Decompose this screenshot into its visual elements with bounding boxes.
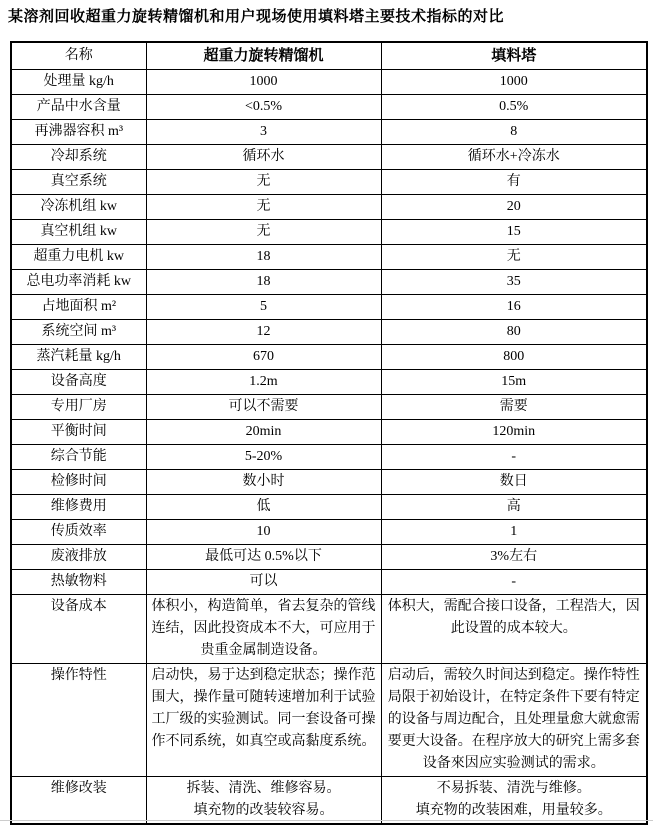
tower-value: 不易拆装、清洗与维修。 填充物的改装困难，用量较多。 xyxy=(381,777,647,825)
row-label: 综合节能 xyxy=(11,445,146,470)
machine-value: 可以不需要 xyxy=(146,395,381,420)
row-label: 蒸汽耗量 kg/h xyxy=(11,345,146,370)
machine-value: 启动快，易于达到稳定狀态；操作范围大，操作量可随转速增加利于试验工厂级的实验测试。同一套设备可操作不同系统，如真空或高黏度系统。 xyxy=(146,664,381,777)
machine-value: 3 xyxy=(146,120,381,145)
table-row xyxy=(11,395,647,420)
machine-value: 循环水 xyxy=(146,145,381,170)
row-label: 平衡时间 xyxy=(11,420,146,445)
table-row xyxy=(11,420,647,445)
tower-value: 1000 xyxy=(381,70,647,95)
table-row xyxy=(11,320,647,345)
tower-value: 3%左右 xyxy=(381,545,647,570)
table-row xyxy=(11,220,647,245)
page-title: 某溶剂回收超重力旋转精馏机和用户现场使用填料塔主要技术指标的对比 xyxy=(8,9,505,25)
table-row xyxy=(11,295,647,320)
row-label: 处理量 kg/h xyxy=(11,70,146,95)
machine-value: 1000 xyxy=(146,70,381,95)
machine-value: 最低可达 0.5%以下 xyxy=(146,545,381,570)
machine-value: 数小时 xyxy=(146,470,381,495)
machine-value: 1.2m xyxy=(146,370,381,395)
table-row xyxy=(11,95,647,120)
row-label: 废液排放 xyxy=(11,545,146,570)
table-row xyxy=(11,345,647,370)
tower-value: 0.5% xyxy=(381,95,647,120)
table-row xyxy=(11,70,647,95)
column-header-1: 超重力旋转精馏机 xyxy=(146,42,381,70)
table-row xyxy=(11,245,647,270)
tower-value: 数日 xyxy=(381,470,647,495)
tower-value: 循环水+冷冻水 xyxy=(381,145,647,170)
table-row xyxy=(11,270,647,295)
tower-value: 20 xyxy=(381,195,647,220)
tower-value: 8 xyxy=(381,120,647,145)
machine-value: 10 xyxy=(146,520,381,545)
table-row xyxy=(11,545,647,570)
machine-value: 低 xyxy=(146,495,381,520)
row-label: 操作特性 xyxy=(11,664,146,777)
row-label: 再沸器容积 m³ xyxy=(11,120,146,145)
row-label: 检修时间 xyxy=(11,470,146,495)
table-body xyxy=(11,70,647,825)
page-bottom-divider xyxy=(0,820,653,821)
table-row xyxy=(11,470,647,495)
table-row xyxy=(11,495,647,520)
tower-value: 35 xyxy=(381,270,647,295)
tower-value: 15 xyxy=(381,220,647,245)
tower-value: 高 xyxy=(381,495,647,520)
tower-value: 启动后，需较久时间达到稳定。操作特性局限于初始设计，在特定条件下要有特定的设备与周边配合，且处理量愈大就愈需要更大设备。在程序放大的研究上需多套设备來因应实验测试的需求。 xyxy=(381,664,647,777)
row-label: 冷却系统 xyxy=(11,145,146,170)
row-label: 占地面积 m² xyxy=(11,295,146,320)
table-row xyxy=(11,170,647,195)
table-row xyxy=(11,777,647,825)
machine-value: 体积小，构造简单，省去复杂的管线连结，因此投资成本不大，可应用于贵重金属制造设备。 xyxy=(146,595,381,664)
row-label: 超重力电机 kw xyxy=(11,245,146,270)
tower-value: 120min xyxy=(381,420,647,445)
tower-value: 16 xyxy=(381,295,647,320)
machine-value: 5 xyxy=(146,295,381,320)
table-row xyxy=(11,445,647,470)
row-label: 维修改装 xyxy=(11,777,146,825)
machine-value: <0.5% xyxy=(146,95,381,120)
table-row xyxy=(11,570,647,595)
comparison-table xyxy=(10,41,648,825)
row-label: 设备高度 xyxy=(11,370,146,395)
row-label: 系统空间 m³ xyxy=(11,320,146,345)
tower-value: 80 xyxy=(381,320,647,345)
machine-value: 拆装、清洗、维修容易。 填充物的改装较容易。 xyxy=(146,777,381,825)
tower-value: 800 xyxy=(381,345,647,370)
row-label: 专用厂房 xyxy=(11,395,146,420)
row-label: 真空机组 kw xyxy=(11,220,146,245)
tower-value: 无 xyxy=(381,245,647,270)
tower-value: 体积大，需配合接口设备，工程浩大，因此设置的成本较大。 xyxy=(381,595,647,664)
tower-value: - xyxy=(381,445,647,470)
row-label: 传质效率 xyxy=(11,520,146,545)
table-row xyxy=(11,664,647,777)
machine-value: 20min xyxy=(146,420,381,445)
tower-value: 需要 xyxy=(381,395,647,420)
table-row xyxy=(11,145,647,170)
row-label: 总电功率消耗 kw xyxy=(11,270,146,295)
column-header-0: 名称 xyxy=(11,42,146,70)
column-header-2: 填料塔 xyxy=(381,42,647,70)
machine-value: 无 xyxy=(146,170,381,195)
table-row xyxy=(11,195,647,220)
header-row xyxy=(11,42,647,70)
machine-value: 12 xyxy=(146,320,381,345)
machine-value: 18 xyxy=(146,245,381,270)
row-label: 真空系统 xyxy=(11,170,146,195)
tower-value: 有 xyxy=(381,170,647,195)
table-row xyxy=(11,595,647,664)
tower-value: 15m xyxy=(381,370,647,395)
row-label: 设备成本 xyxy=(11,595,146,664)
row-label: 产品中水含量 xyxy=(11,95,146,120)
machine-value: 无 xyxy=(146,195,381,220)
table-row xyxy=(11,120,647,145)
tower-value: 1 xyxy=(381,520,647,545)
table-row xyxy=(11,520,647,545)
table-row xyxy=(11,370,647,395)
machine-value: 可以 xyxy=(146,570,381,595)
machine-value: 18 xyxy=(146,270,381,295)
row-label: 冷冻机组 kw xyxy=(11,195,146,220)
machine-value: 670 xyxy=(146,345,381,370)
row-label: 维修费用 xyxy=(11,495,146,520)
tower-value: - xyxy=(381,570,647,595)
machine-value: 无 xyxy=(146,220,381,245)
machine-value: 5-20% xyxy=(146,445,381,470)
row-label: 热敏物料 xyxy=(11,570,146,595)
